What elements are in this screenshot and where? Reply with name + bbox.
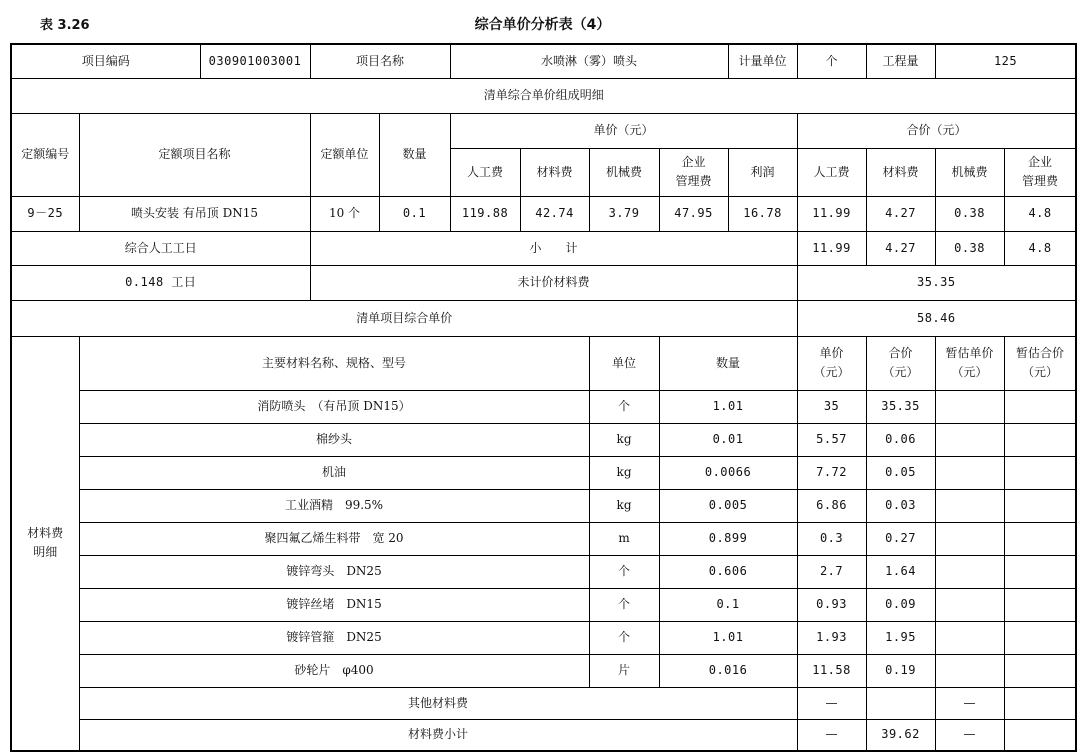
material-est-up — [935, 588, 1004, 621]
price-header-row — [11, 113, 1076, 148]
up-machine: 3.79 — [589, 196, 659, 231]
table-header — [0, 10, 1085, 40]
tp-machine-header: 机械费 — [935, 148, 1004, 196]
material-qty: 0.606 — [659, 555, 797, 588]
other-material-est-up: — — [935, 687, 1004, 719]
quota-name: 喷头安装 有吊顶 DN15 — [79, 196, 310, 231]
tp-material-header: 材料费 — [866, 148, 935, 196]
material-est-up — [935, 654, 1004, 687]
tp-labor: 11.99 — [797, 196, 866, 231]
quota-row — [11, 196, 1076, 231]
material-qty: 0.01 — [659, 423, 797, 456]
material-tp: 0.19 — [866, 654, 935, 687]
material-name: 工业酒精 99.5% — [79, 489, 589, 522]
material-name: 镀锌弯头 DN25 — [79, 555, 589, 588]
material-est-up — [935, 489, 1004, 522]
quantity-header: 数量 — [379, 113, 450, 196]
material-row — [11, 654, 1076, 687]
material-subtotal-est-up: — — [935, 719, 1004, 751]
project-code-label: 项目编码 — [11, 44, 200, 78]
material-est-up — [935, 390, 1004, 423]
measure-unit: 个 — [797, 44, 866, 78]
up-labor-header: 人工费 — [450, 148, 520, 196]
material-tp: 1.95 — [866, 621, 935, 654]
material-est-up — [935, 423, 1004, 456]
project-info-row — [11, 44, 1076, 78]
material-est-up — [935, 522, 1004, 555]
unpriced-label: 未计价材料费 — [310, 265, 797, 300]
composition-title: 清单综合单价组成明细 — [11, 78, 1076, 113]
material-tp: 0.09 — [866, 588, 935, 621]
material-detail-label: 材料费 明细 — [11, 336, 79, 751]
material-unit: kg — [589, 489, 659, 522]
up-machine-header: 机械费 — [589, 148, 659, 196]
measure-unit-label: 计量单位 — [728, 44, 797, 78]
quota-qty: 0.1 — [379, 196, 450, 231]
project-code: 030901003001 — [200, 44, 310, 78]
material-est-tp — [1004, 489, 1076, 522]
material-name-header: 主要材料名称、规格、型号 — [79, 336, 589, 390]
material-up: 7.72 — [797, 456, 866, 489]
up-material-header: 材料费 — [520, 148, 589, 196]
other-material-up: — — [797, 687, 866, 719]
material-subtotal-tp: 39.62 — [866, 719, 935, 751]
material-qty: 0.899 — [659, 522, 797, 555]
material-qty: 1.01 — [659, 621, 797, 654]
material-row — [11, 555, 1076, 588]
material-tp: 0.27 — [866, 522, 935, 555]
material-est-up-header: 暂估单价 （元） — [935, 336, 1004, 390]
up-labor: 119.88 — [450, 196, 520, 231]
material-qty-header: 数量 — [659, 336, 797, 390]
other-material-tp — [866, 687, 935, 719]
other-material-est-tp — [1004, 687, 1076, 719]
material-unit: kg — [589, 456, 659, 489]
unpriced-value: 35.35 — [797, 265, 1076, 300]
material-row — [11, 489, 1076, 522]
material-est-tp — [1004, 390, 1076, 423]
material-row — [11, 423, 1076, 456]
material-name: 消防喷头 （有吊顶 DN15） — [79, 390, 589, 423]
material-qty: 1.01 — [659, 390, 797, 423]
quota-no-header: 定额编号 — [11, 113, 79, 196]
material-tp-header: 合价 （元） — [866, 336, 935, 390]
other-material-label: 其他材料费 — [79, 687, 797, 719]
material-tp: 35.35 — [866, 390, 935, 423]
material-up: 6.86 — [797, 489, 866, 522]
material-unit: 个 — [589, 390, 659, 423]
tp-mgmt-header: 企业 管理费 — [1004, 148, 1076, 196]
tp-labor-header: 人工费 — [797, 148, 866, 196]
quantity-label: 工程量 — [866, 44, 935, 78]
subtotal-label: 小 计 — [310, 231, 797, 265]
material-up: 2.7 — [797, 555, 866, 588]
material-est-tp — [1004, 522, 1076, 555]
quota-unit: 10 个 — [310, 196, 379, 231]
material-est-up — [935, 555, 1004, 588]
material-tp: 0.06 — [866, 423, 935, 456]
material-header-row — [11, 336, 1076, 390]
material-est-tp — [1004, 588, 1076, 621]
material-row — [11, 621, 1076, 654]
material-tp: 1.64 — [866, 555, 935, 588]
up-profit: 16.78 — [728, 196, 797, 231]
material-est-tp — [1004, 654, 1076, 687]
composition-title-row — [11, 78, 1076, 113]
material-row — [11, 588, 1076, 621]
material-qty: 0.1 — [659, 588, 797, 621]
material-unit: 个 — [589, 588, 659, 621]
material-up: 1.93 — [797, 621, 866, 654]
unpriced-row — [11, 265, 1076, 300]
material-est-tp-header: 暂估合价 （元） — [1004, 336, 1076, 390]
material-unit: 个 — [589, 621, 659, 654]
tp-mgmt: 4.8 — [1004, 196, 1076, 231]
material-est-tp — [1004, 423, 1076, 456]
composite-row — [11, 300, 1076, 336]
project-name-label: 项目名称 — [310, 44, 450, 78]
labor-day-label: 综合人工工日 — [11, 231, 310, 265]
material-est-up — [935, 456, 1004, 489]
tp-material: 4.27 — [866, 196, 935, 231]
material-unit: m — [589, 522, 659, 555]
material-est-tp — [1004, 456, 1076, 489]
unit-price-analysis-table — [10, 43, 1077, 752]
unit-price-header: 单价（元） — [450, 113, 797, 148]
total-price-header: 合价（元） — [797, 113, 1076, 148]
material-subtotal-row — [11, 719, 1076, 751]
material-unit: 个 — [589, 555, 659, 588]
material-subtotal-est-tp — [1004, 719, 1076, 751]
material-name: 砂轮片 φ400 — [79, 654, 589, 687]
material-name: 镀锌丝堵 DN15 — [79, 588, 589, 621]
material-up: 35 — [797, 390, 866, 423]
material-est-tp — [1004, 621, 1076, 654]
material-unit: kg — [589, 423, 659, 456]
material-name: 机油 — [79, 456, 589, 489]
material-name: 聚四氟乙烯生料带 宽 20 — [79, 522, 589, 555]
project-name: 水喷淋（雾）喷头 — [450, 44, 728, 78]
quota-no: 9－25 — [11, 196, 79, 231]
table-title: 综合单价分析表（4） — [474, 17, 611, 33]
labor-days: 0.148 工日 — [11, 265, 310, 300]
material-up-header: 单价 （元） — [797, 336, 866, 390]
quota-name-header: 定额项目名称 — [79, 113, 310, 196]
material-tp: 0.05 — [866, 456, 935, 489]
subtotal-mgmt: 4.8 — [1004, 231, 1076, 265]
material-up: 0.93 — [797, 588, 866, 621]
material-up: 5.57 — [797, 423, 866, 456]
composite-label: 清单项目综合单价 — [11, 300, 797, 336]
material-subtotal-label: 材料费小计 — [79, 719, 797, 751]
subtotal-row — [11, 231, 1076, 265]
quota-unit-header: 定额单位 — [310, 113, 379, 196]
composite-value: 58.46 — [797, 300, 1076, 336]
subtotal-material: 4.27 — [866, 231, 935, 265]
up-material: 42.74 — [520, 196, 589, 231]
material-up: 0.3 — [797, 522, 866, 555]
material-row — [11, 390, 1076, 423]
subtotal-labor: 11.99 — [797, 231, 866, 265]
material-unit: 片 — [589, 654, 659, 687]
material-name: 镀锌管箍 DN25 — [79, 621, 589, 654]
up-profit-header: 利润 — [728, 148, 797, 196]
table-number: 表 3.26 — [40, 18, 90, 33]
material-est-tp — [1004, 555, 1076, 588]
material-qty: 0.005 — [659, 489, 797, 522]
subtotal-machine: 0.38 — [935, 231, 1004, 265]
tp-machine: 0.38 — [935, 196, 1004, 231]
material-row — [11, 456, 1076, 489]
material-est-up — [935, 621, 1004, 654]
up-mgmt-header: 企业 管理费 — [659, 148, 728, 196]
quantity-value: 125 — [935, 44, 1076, 78]
material-up: 11.58 — [797, 654, 866, 687]
material-qty: 0.016 — [659, 654, 797, 687]
material-row — [11, 522, 1076, 555]
material-subtotal-up: — — [797, 719, 866, 751]
other-material-row — [11, 687, 1076, 719]
material-unit-header: 单位 — [589, 336, 659, 390]
up-mgmt: 47.95 — [659, 196, 728, 231]
material-name: 棉纱头 — [79, 423, 589, 456]
material-tp: 0.03 — [866, 489, 935, 522]
material-qty: 0.0066 — [659, 456, 797, 489]
